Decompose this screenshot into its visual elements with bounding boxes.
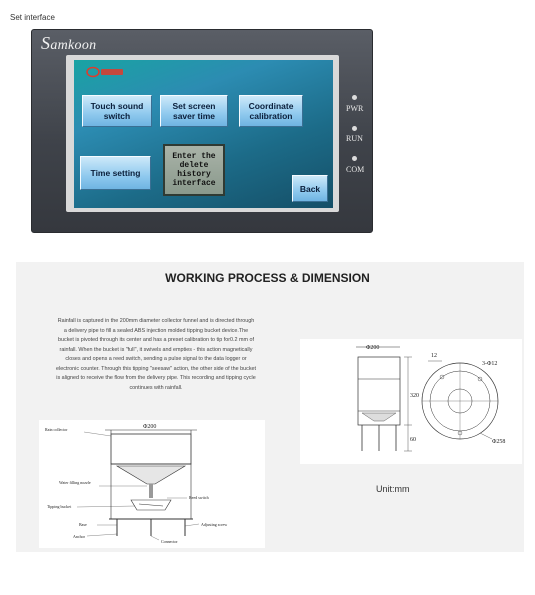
page-caption: Set interface	[10, 13, 55, 22]
label-dia-200: Φ200	[366, 345, 380, 351]
label-reed-switch: Reed switch	[189, 495, 209, 500]
label-base: Base	[79, 522, 87, 527]
delete-history-button[interactable]: Enter the delete history interface	[163, 144, 225, 196]
label-connector: Connector	[161, 539, 178, 544]
screen-logo-icon	[86, 66, 126, 78]
label-anchor: Anchor	[73, 534, 85, 539]
structure-diagram	[39, 420, 265, 548]
brand-logo: Samkoon	[41, 33, 97, 53]
time-setting-button[interactable]: Time setting	[80, 156, 151, 190]
back-button[interactable]: Back	[292, 175, 328, 202]
pwr-led	[352, 95, 357, 100]
com-led	[352, 156, 357, 161]
section-title: WORKING PROCESS & DIMENSION	[165, 271, 370, 285]
description-block	[56, 317, 256, 412]
dimension-diagram	[300, 339, 522, 464]
run-label: RUN	[346, 134, 363, 143]
com-label: COM	[346, 165, 365, 174]
label-water-filling-nozzle: Water filling nozzle	[59, 480, 91, 485]
coordinate-calibration-button[interactable]: Coordinate calibration	[239, 95, 303, 127]
label-dia-258: Φ258	[492, 439, 506, 445]
label-height-320: 320	[410, 393, 419, 399]
touch-sound-switch-button[interactable]: Touch sound switch	[82, 95, 152, 127]
unit-label: Unit:mm	[376, 484, 410, 494]
label-height-60: 60	[410, 437, 416, 443]
label-diameter-200: Φ200	[143, 424, 157, 430]
label-dim-12: 12	[431, 353, 437, 359]
pwr-label: PWR	[346, 104, 364, 113]
label-tipping-bucket: Tipping bucket	[47, 504, 72, 509]
run-led	[352, 126, 357, 131]
label-adjusting-screw: Adjusting screw	[201, 522, 228, 527]
description-text: Rainfall is captured in the 200mm diameter collector funnel and is directed through a delivery pipe to fill a sealed ABS injection molded tipping bucket device.The bucket is pivoted through its center and has a preset calibration to tip for0.2 mm of rainfall. When the bucket is "full", it swivels and empties - this action magnetically closes and opens a reed switch, sending a pulse signal to the data logger or electronic counter. Through this tipping "seesaw" action, the other side of the bucket is aligned to receive the flow from the delivery pipe. This recording and tipping cycle continues with rainfall.	[56, 318, 257, 391]
screen-saver-time-button[interactable]: Set screen saver time	[160, 95, 228, 127]
label-rain-collector: Rain collector	[45, 427, 68, 432]
label-holes-3-12: 3-Φ12	[482, 361, 498, 367]
